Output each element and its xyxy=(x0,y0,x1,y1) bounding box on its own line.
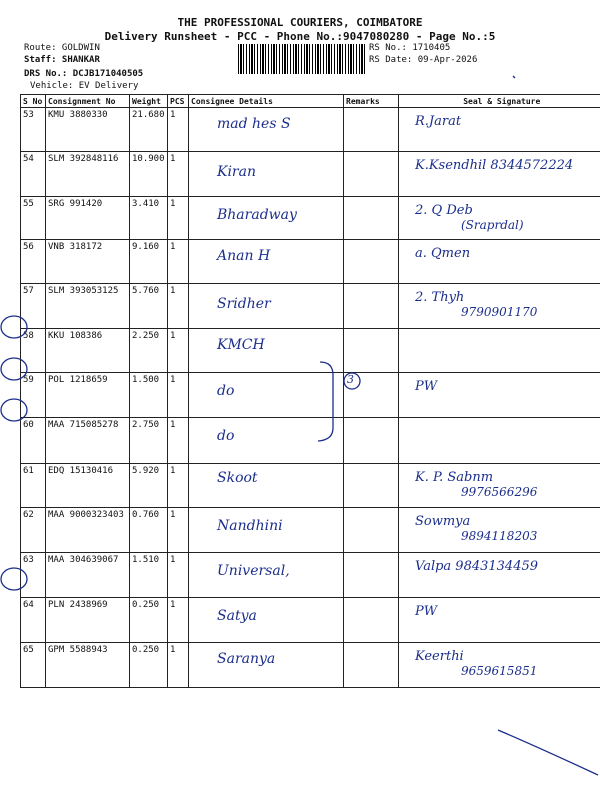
row-consignment-no: SRG 991420 xyxy=(46,197,130,240)
row-pcs: 1 xyxy=(168,329,189,373)
staff-label: Staff: SHANKAR xyxy=(24,55,100,65)
row-sno: 61 xyxy=(21,464,46,508)
signature-handwriting: Keerthi xyxy=(415,649,464,664)
signature-handwriting: R.Jarat xyxy=(415,114,462,129)
row-sno: 54 xyxy=(21,152,46,197)
row-consignment-no: SLM 393053125 xyxy=(46,284,130,329)
consignee-handwriting: Anan H xyxy=(217,248,271,264)
row-pcs: 1 xyxy=(168,152,189,197)
row-consignment-no: SLM 392848116 xyxy=(46,152,130,197)
company-title: THE PROFESSIONAL COURIERS, COIMBATORE xyxy=(177,16,423,29)
row-pcs: 1 xyxy=(168,553,189,598)
row-sno: 64 xyxy=(21,598,46,643)
row-pcs: 1 xyxy=(168,508,189,553)
consignee-handwriting: Universal, xyxy=(217,563,290,579)
row-weight: 0.250 xyxy=(130,598,168,643)
col-remarks: Remarks xyxy=(344,95,399,108)
bracket-note: 3 xyxy=(347,373,354,386)
circle-mark-60 xyxy=(1,399,27,421)
signature-handwriting: PW xyxy=(415,604,438,619)
row-pcs: 1 xyxy=(168,643,189,688)
signature-phone: (Sraprdal) xyxy=(461,218,524,232)
consignee-handwriting: Nandhini xyxy=(217,518,283,534)
row-weight: 1.510 xyxy=(130,553,168,598)
row-sno: 58 xyxy=(21,329,46,373)
row-weight: 1.500 xyxy=(130,373,168,418)
row-consignment-no: POL 1218659 xyxy=(46,373,130,418)
consignee-handwriting: Skoot xyxy=(217,470,258,486)
rs-number: RS No.: 1710405 xyxy=(369,43,451,53)
col-sno: S No xyxy=(21,95,46,108)
signature-phone: 9894118203 xyxy=(461,529,538,543)
signature-handwriting: Valpa 9843134459 xyxy=(415,559,539,574)
signature-handwriting: 2. Q Deb xyxy=(415,203,473,218)
row-pcs: 1 xyxy=(168,240,189,284)
row-pcs: 1 xyxy=(168,197,189,240)
row-weight: 2.250 xyxy=(130,329,168,373)
col-consignment: Consignment No xyxy=(46,95,130,108)
row-consignment-no: GPM 5588943 xyxy=(46,643,130,688)
col-consignee: Consignee Details xyxy=(189,95,344,108)
row-consignment-no: MAA 304639067 xyxy=(46,553,130,598)
row-sno: 60 xyxy=(21,418,46,464)
signature-handwriting: K.Ksendhil 8344572224 xyxy=(415,158,574,173)
row-weight: 9.160 xyxy=(130,240,168,284)
row-consignment-no: EDQ 15130416 xyxy=(46,464,130,508)
row-consignment-no: PLN 2438969 xyxy=(46,598,130,643)
row-pcs: 1 xyxy=(168,598,189,643)
row-weight: 5.920 xyxy=(130,464,168,508)
row-weight: 2.750 xyxy=(130,418,168,464)
row-sno: 65 xyxy=(21,643,46,688)
col-seal: Seal & Signature xyxy=(399,95,600,108)
row-sno: 55 xyxy=(21,197,46,240)
signature-phone: 9790901170 xyxy=(461,305,538,319)
row-sno: 62 xyxy=(21,508,46,553)
consignee-handwriting: Sridher xyxy=(217,296,271,312)
consignee-handwriting: mad hes S xyxy=(217,116,291,132)
row-sno: 56 xyxy=(21,240,46,284)
circle-mark-59 xyxy=(1,358,27,380)
circle-mark-64 xyxy=(1,568,27,590)
row-pcs: 1 xyxy=(168,108,189,152)
bracket-mark xyxy=(318,362,333,441)
row-consignment-no: VNB 318172 xyxy=(46,240,130,284)
row-pcs: 1 xyxy=(168,373,189,418)
vehicle-label: Vehicle: EV Delivery xyxy=(30,81,139,91)
row-consignment-no: KKU 108386 xyxy=(46,329,130,373)
route-label: Route: GOLDWIN xyxy=(24,43,100,53)
signature-handwriting: a. Qmen xyxy=(415,246,471,261)
row-consignment-no: KMU 3880330 xyxy=(46,108,130,152)
row-weight: 0.250 xyxy=(130,643,168,688)
row-pcs: 1 xyxy=(168,418,189,464)
row-weight: 5.760 xyxy=(130,284,168,329)
col-weight: Weight xyxy=(130,95,168,108)
row-weight: 0.760 xyxy=(130,508,168,553)
runsheet-subtitle: Delivery Runsheet - PCC - Phone No.:9047080280 - Page No.:5 xyxy=(104,30,496,43)
signature-handwriting: Sowmya xyxy=(415,514,471,529)
row-pcs: 1 xyxy=(168,284,189,329)
margin-stroke xyxy=(498,730,598,775)
row-sno: 57 xyxy=(21,284,46,329)
row-pcs: 1 xyxy=(168,464,189,508)
margin-dot xyxy=(513,76,515,78)
row-sno: 63 xyxy=(21,553,46,598)
rs-date: RS Date: 09-Apr-2026 xyxy=(369,55,478,65)
signature-handwriting: PW xyxy=(415,379,438,394)
signature-phone: 9659615851 xyxy=(461,664,538,678)
signature-phone: 9976566296 xyxy=(461,485,538,499)
row-weight: 3.410 xyxy=(130,197,168,240)
row-consignment-no: MAA 9000323403 xyxy=(46,508,130,553)
col-pcs: PCS xyxy=(168,95,189,108)
circle-mark-58 xyxy=(1,316,27,338)
consignee-handwriting: Satya xyxy=(217,608,257,624)
row-weight: 21.680 xyxy=(130,108,168,152)
row-weight: 10.900 xyxy=(130,152,168,197)
signature-handwriting: 2. Thyh xyxy=(415,290,465,305)
row-consignment-no: MAA 715085278 xyxy=(46,418,130,464)
consignee-handwriting: do xyxy=(217,383,235,399)
row-sno: 59 xyxy=(21,373,46,418)
row-sno: 53 xyxy=(21,108,46,152)
consignee-handwriting: Kiran xyxy=(217,164,256,180)
consignee-handwriting: Saranya xyxy=(217,651,276,667)
signature-handwriting: K. P. Sabnm xyxy=(415,470,494,485)
drs-number: DRS No.: DCJB171040505 xyxy=(24,69,144,79)
consignee-handwriting: KMCH xyxy=(217,337,265,353)
consignee-handwriting: do xyxy=(217,428,235,444)
consignee-handwriting: Bharadway xyxy=(217,207,297,223)
